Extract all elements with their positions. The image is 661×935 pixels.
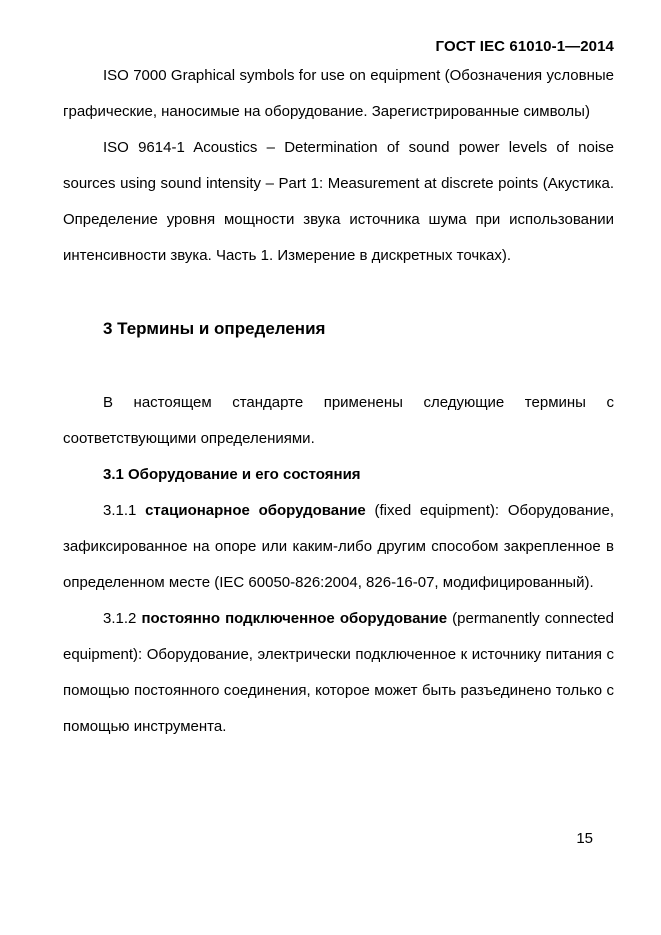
- term-entry-3-1-1: [63, 493, 614, 601]
- page-number: 15: [576, 830, 593, 847]
- term-title: стационарное оборудование: [145, 502, 366, 519]
- section-heading: 3 Термины и определения: [103, 319, 326, 338]
- document-header: ГОСТ IEC 61010-1—2014: [435, 38, 614, 55]
- term-number: 3.1.2: [103, 610, 137, 627]
- term-definition: (fixed equipment): Оборудование, зафиксированное на опоре или каким-либо другим способом закрепленное в определенном месте (IEC 60050-826:2004, 826-16-07, модифицированный).: [63, 502, 615, 591]
- term-title: постоянно подключенное оборудование: [141, 610, 448, 627]
- reference-iso-9614-1: ISO 9614-1 Acoustics – Determination of sound power levels of noise sources using sound intensity – Part 1: Measurement at discrete points (Акустика. Определение уровня мощности звука источника шума при использовании интенсивности звука. Часть 1. Измерение в дискретных точках).: [63, 139, 614, 264]
- reference-iso-7000: ISO 7000 Graphical symbols for use on equipment (Обозначения условные графические, наносимые на оборудование. Зарегистрированные символы): [63, 67, 614, 120]
- term-entry-3-1-2: [63, 601, 614, 745]
- section-intro: В настоящем стандарте применены следующие термины с соответствующими определениями.: [63, 394, 614, 447]
- term-number: 3.1.1: [103, 502, 137, 519]
- term-definition: (permanently connected equipment): Оборудование, электрически подключенное к источнику питания с помощью постоянного соединения, которое может быть разъединено только с помощью инструмента.: [63, 610, 614, 735]
- page-content: [63, 58, 614, 745]
- subsection-heading: 3.1 Оборудование и его состояния: [103, 466, 361, 483]
